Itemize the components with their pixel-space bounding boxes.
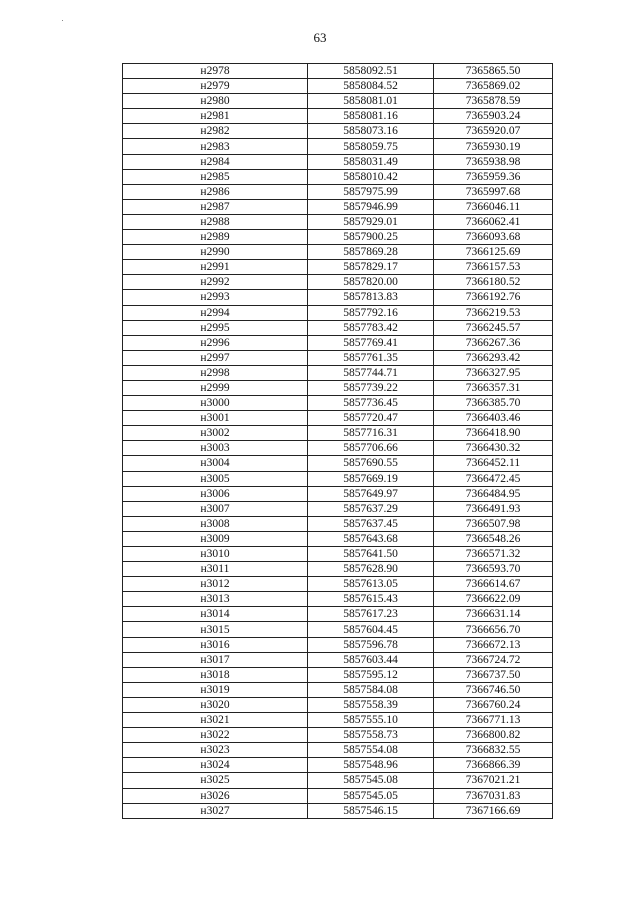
y-coordinate-cell: 7366062.41 xyxy=(434,214,553,229)
table-row xyxy=(123,245,553,260)
x-coordinate-cell: 5857690.55 xyxy=(308,456,434,471)
point-id-cell: н3013 xyxy=(123,592,308,607)
point-id-cell: н2995 xyxy=(123,320,308,335)
x-coordinate-cell: 5857716.31 xyxy=(308,426,434,441)
x-coordinate-cell: 5857584.08 xyxy=(308,682,434,697)
y-coordinate-cell: 7367021.21 xyxy=(434,773,553,788)
x-coordinate-cell: 5857641.50 xyxy=(308,547,434,562)
x-coordinate-cell: 5857900.25 xyxy=(308,230,434,245)
x-coordinate-cell: 5857813.83 xyxy=(308,290,434,305)
table-row xyxy=(123,486,553,501)
y-coordinate-cell: 7366832.55 xyxy=(434,743,553,758)
point-id-cell: н2984 xyxy=(123,154,308,169)
y-coordinate-cell: 7366046.11 xyxy=(434,199,553,214)
table-row xyxy=(123,184,553,199)
x-coordinate-cell: 5857869.28 xyxy=(308,245,434,260)
table-row xyxy=(123,516,553,531)
y-coordinate-cell: 7365903.24 xyxy=(434,109,553,124)
x-coordinate-cell: 5857792.16 xyxy=(308,305,434,320)
y-coordinate-cell: 7366771.13 xyxy=(434,713,553,728)
table-row xyxy=(123,607,553,622)
y-coordinate-cell: 7366866.39 xyxy=(434,758,553,773)
y-coordinate-cell: 7366622.09 xyxy=(434,592,553,607)
x-coordinate-cell: 5858010.42 xyxy=(308,169,434,184)
y-coordinate-cell: 7365865.50 xyxy=(434,64,553,79)
y-coordinate-cell: 7366672.13 xyxy=(434,637,553,652)
x-coordinate-cell: 5857558.73 xyxy=(308,728,434,743)
point-id-cell: н3014 xyxy=(123,607,308,622)
table-row xyxy=(123,758,553,773)
x-coordinate-cell: 5857613.05 xyxy=(308,577,434,592)
y-coordinate-cell: 7366327.95 xyxy=(434,365,553,380)
coordinates-table-body xyxy=(123,64,553,819)
y-coordinate-cell: 7366192.76 xyxy=(434,290,553,305)
table-row xyxy=(123,199,553,214)
point-id-cell: н3019 xyxy=(123,682,308,697)
point-id-cell: н3011 xyxy=(123,562,308,577)
y-coordinate-cell: 7366656.70 xyxy=(434,622,553,637)
point-id-cell: н2997 xyxy=(123,350,308,365)
table-row xyxy=(123,441,553,456)
table-row xyxy=(123,471,553,486)
x-coordinate-cell: 5857604.45 xyxy=(308,622,434,637)
x-coordinate-cell: 5858073.16 xyxy=(308,124,434,139)
point-id-cell: н3020 xyxy=(123,697,308,712)
y-coordinate-cell: 7366484.95 xyxy=(434,486,553,501)
table-row xyxy=(123,728,553,743)
table-row xyxy=(123,350,553,365)
point-id-cell: н2991 xyxy=(123,260,308,275)
table-row xyxy=(123,154,553,169)
table-row xyxy=(123,94,553,109)
table-row xyxy=(123,109,553,124)
x-coordinate-cell: 5858081.01 xyxy=(308,94,434,109)
x-coordinate-cell: 5857975.99 xyxy=(308,184,434,199)
point-id-cell: н2998 xyxy=(123,365,308,380)
y-coordinate-cell: 7366267.36 xyxy=(434,335,553,350)
table-row xyxy=(123,501,553,516)
table-row xyxy=(123,697,553,712)
point-id-cell: н3021 xyxy=(123,713,308,728)
table-row xyxy=(123,577,553,592)
point-id-cell: н3022 xyxy=(123,728,308,743)
y-coordinate-cell: 7366760.24 xyxy=(434,697,553,712)
point-id-cell: н3016 xyxy=(123,637,308,652)
y-coordinate-cell: 7366403.46 xyxy=(434,411,553,426)
y-coordinate-cell: 7366614.67 xyxy=(434,577,553,592)
y-coordinate-cell: 7366245.57 xyxy=(434,320,553,335)
x-coordinate-cell: 5857617.23 xyxy=(308,607,434,622)
table-row xyxy=(123,426,553,441)
point-id-cell: н2982 xyxy=(123,124,308,139)
point-id-cell: н2980 xyxy=(123,94,308,109)
table-row xyxy=(123,260,553,275)
x-coordinate-cell: 5857643.68 xyxy=(308,531,434,546)
y-coordinate-cell: 7366800.82 xyxy=(434,728,553,743)
x-coordinate-cell: 5857555.10 xyxy=(308,713,434,728)
x-coordinate-cell: 5857545.08 xyxy=(308,773,434,788)
x-coordinate-cell: 5857829.17 xyxy=(308,260,434,275)
table-row xyxy=(123,124,553,139)
x-coordinate-cell: 5857744.71 xyxy=(308,365,434,380)
table-row xyxy=(123,713,553,728)
x-coordinate-cell: 5857596.78 xyxy=(308,637,434,652)
point-id-cell: н3012 xyxy=(123,577,308,592)
x-coordinate-cell: 5857595.12 xyxy=(308,667,434,682)
y-coordinate-cell: 7366507.98 xyxy=(434,516,553,531)
x-coordinate-cell: 5857603.44 xyxy=(308,652,434,667)
point-id-cell: н2992 xyxy=(123,275,308,290)
point-id-cell: н3002 xyxy=(123,426,308,441)
y-coordinate-cell: 7365920.07 xyxy=(434,124,553,139)
x-coordinate-cell: 5857946.99 xyxy=(308,199,434,214)
table-row xyxy=(123,667,553,682)
point-id-cell: н2999 xyxy=(123,380,308,395)
x-coordinate-cell: 5857545.05 xyxy=(308,788,434,803)
point-id-cell: н3009 xyxy=(123,531,308,546)
y-coordinate-cell: 7366452.11 xyxy=(434,456,553,471)
y-coordinate-cell: 7366593.70 xyxy=(434,562,553,577)
x-coordinate-cell: 5858031.49 xyxy=(308,154,434,169)
table-row xyxy=(123,79,553,94)
point-id-cell: н2993 xyxy=(123,290,308,305)
table-row xyxy=(123,290,553,305)
point-id-cell: н3008 xyxy=(123,516,308,531)
x-coordinate-cell: 5857706.66 xyxy=(308,441,434,456)
y-coordinate-cell: 7366357.31 xyxy=(434,380,553,395)
point-id-cell: н2979 xyxy=(123,79,308,94)
point-id-cell: н3006 xyxy=(123,486,308,501)
table-row xyxy=(123,637,553,652)
table-row xyxy=(123,365,553,380)
x-coordinate-cell: 5857739.22 xyxy=(308,380,434,395)
table-row xyxy=(123,592,553,607)
table-row xyxy=(123,214,553,229)
point-id-cell: н3026 xyxy=(123,788,308,803)
point-id-cell: н2983 xyxy=(123,139,308,154)
y-coordinate-cell: 7365959.36 xyxy=(434,169,553,184)
x-coordinate-cell: 5857649.97 xyxy=(308,486,434,501)
x-coordinate-cell: 5857637.29 xyxy=(308,501,434,516)
y-coordinate-cell: 7365878.59 xyxy=(434,94,553,109)
y-coordinate-cell: 7366631.14 xyxy=(434,607,553,622)
x-coordinate-cell: 5857637.45 xyxy=(308,516,434,531)
table-row xyxy=(123,773,553,788)
table-row xyxy=(123,320,553,335)
y-coordinate-cell: 7366724.72 xyxy=(434,652,553,667)
y-coordinate-cell: 7366491.93 xyxy=(434,501,553,516)
point-id-cell: н3001 xyxy=(123,411,308,426)
point-id-cell: н3007 xyxy=(123,501,308,516)
x-coordinate-cell: 5858081.16 xyxy=(308,109,434,124)
y-coordinate-cell: 7366157.53 xyxy=(434,260,553,275)
x-coordinate-cell: 5857546.15 xyxy=(308,803,434,818)
y-coordinate-cell: 7366180.52 xyxy=(434,275,553,290)
point-id-cell: н2988 xyxy=(123,214,308,229)
x-coordinate-cell: 5857820.00 xyxy=(308,275,434,290)
point-id-cell: н3000 xyxy=(123,396,308,411)
y-coordinate-cell: 7365930.19 xyxy=(434,139,553,154)
point-id-cell: н3004 xyxy=(123,456,308,471)
y-coordinate-cell: 7366746.50 xyxy=(434,682,553,697)
x-coordinate-cell: 5857669.19 xyxy=(308,471,434,486)
x-coordinate-cell: 5857769.41 xyxy=(308,335,434,350)
x-coordinate-cell: 5857558.39 xyxy=(308,697,434,712)
table-row xyxy=(123,139,553,154)
table-row xyxy=(123,396,553,411)
x-coordinate-cell: 5857720.47 xyxy=(308,411,434,426)
table-row xyxy=(123,803,553,818)
y-coordinate-cell: 7366472.45 xyxy=(434,471,553,486)
table-row xyxy=(123,788,553,803)
point-id-cell: н2994 xyxy=(123,305,308,320)
x-coordinate-cell: 5857615.43 xyxy=(308,592,434,607)
point-id-cell: н2978 xyxy=(123,64,308,79)
x-coordinate-cell: 5858084.52 xyxy=(308,79,434,94)
y-coordinate-cell: 7365938.98 xyxy=(434,154,553,169)
y-coordinate-cell: 7367166.69 xyxy=(434,803,553,818)
table-row xyxy=(123,275,553,290)
point-id-cell: н3023 xyxy=(123,743,308,758)
y-coordinate-cell: 7365997.68 xyxy=(434,184,553,199)
point-id-cell: н3010 xyxy=(123,547,308,562)
y-coordinate-cell: 7367031.83 xyxy=(434,788,553,803)
y-coordinate-cell: 7366548.26 xyxy=(434,531,553,546)
table-row xyxy=(123,64,553,79)
y-coordinate-cell: 7366418.90 xyxy=(434,426,553,441)
point-id-cell: н2989 xyxy=(123,230,308,245)
y-coordinate-cell: 7365869.02 xyxy=(434,79,553,94)
point-id-cell: н3017 xyxy=(123,652,308,667)
point-id-cell: н3024 xyxy=(123,758,308,773)
x-coordinate-cell: 5858092.51 xyxy=(308,64,434,79)
point-id-cell: н2990 xyxy=(123,245,308,260)
x-coordinate-cell: 5857548.96 xyxy=(308,758,434,773)
table-row xyxy=(123,531,553,546)
point-id-cell: н3015 xyxy=(123,622,308,637)
point-id-cell: н2985 xyxy=(123,169,308,184)
table-row xyxy=(123,335,553,350)
point-id-cell: н2986 xyxy=(123,184,308,199)
x-coordinate-cell: 5857783.42 xyxy=(308,320,434,335)
table-row xyxy=(123,305,553,320)
table-row xyxy=(123,411,553,426)
table-row xyxy=(123,622,553,637)
point-id-cell: н3025 xyxy=(123,773,308,788)
y-coordinate-cell: 7366430.32 xyxy=(434,441,553,456)
y-coordinate-cell: 7366093.68 xyxy=(434,230,553,245)
x-coordinate-cell: 5857736.45 xyxy=(308,396,434,411)
table-row xyxy=(123,652,553,667)
point-id-cell: н3018 xyxy=(123,667,308,682)
x-coordinate-cell: 5857628.90 xyxy=(308,562,434,577)
x-coordinate-cell: 5857929.01 xyxy=(308,214,434,229)
point-id-cell: н2996 xyxy=(123,335,308,350)
y-coordinate-cell: 7366219.53 xyxy=(434,305,553,320)
table-row xyxy=(123,169,553,184)
table-row xyxy=(123,682,553,697)
point-id-cell: н3027 xyxy=(123,803,308,818)
y-coordinate-cell: 7366737.50 xyxy=(434,667,553,682)
page-number: 63 xyxy=(313,30,327,45)
y-coordinate-cell: 7366293.42 xyxy=(434,350,553,365)
table-row xyxy=(123,456,553,471)
table-row xyxy=(123,562,553,577)
table-row xyxy=(123,380,553,395)
x-coordinate-cell: 5857761.35 xyxy=(308,350,434,365)
point-id-cell: н2981 xyxy=(123,109,308,124)
y-coordinate-cell: 7366125.69 xyxy=(434,245,553,260)
x-coordinate-cell: 5858059.75 xyxy=(308,139,434,154)
table-row xyxy=(123,743,553,758)
point-id-cell: н2987 xyxy=(123,199,308,214)
x-coordinate-cell: 5857554.08 xyxy=(308,743,434,758)
point-id-cell: н3005 xyxy=(123,471,308,486)
table-row xyxy=(123,547,553,562)
point-id-cell: н3003 xyxy=(123,441,308,456)
y-coordinate-cell: 7366385.70 xyxy=(434,396,553,411)
table-row xyxy=(123,230,553,245)
y-coordinate-cell: 7366571.32 xyxy=(434,547,553,562)
scan-speck xyxy=(62,20,63,21)
coordinates-table xyxy=(122,63,553,819)
